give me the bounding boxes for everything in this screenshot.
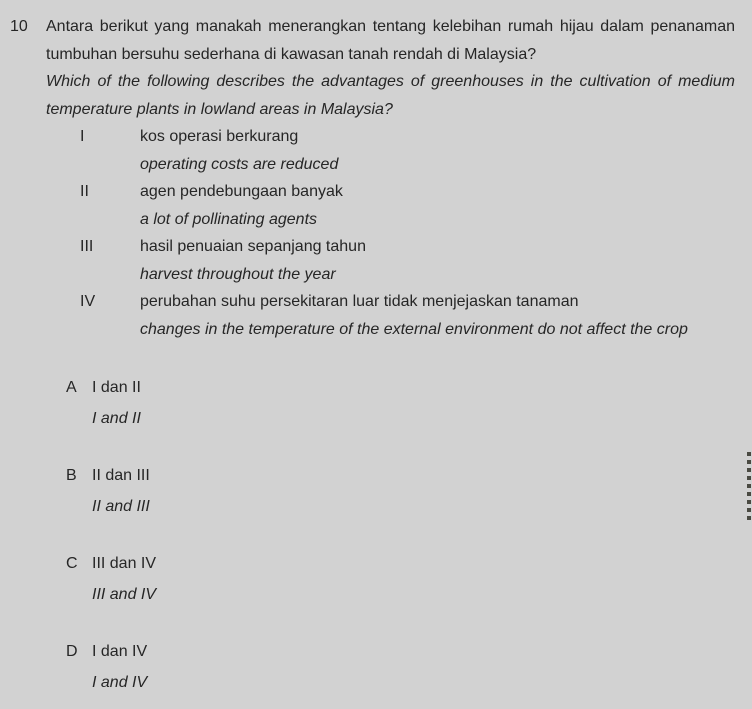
statement-numeral-2: II xyxy=(80,183,89,200)
option-b xyxy=(66,461,735,522)
question-block xyxy=(10,13,735,343)
option-a xyxy=(66,373,735,434)
option-b-text-english: II and III xyxy=(92,497,150,515)
option-c xyxy=(66,549,735,610)
statement-numeral-4: IV xyxy=(80,293,96,310)
option-a-text-malay: I dan II xyxy=(92,379,141,396)
answer-options xyxy=(66,373,735,698)
option-a-letter: A xyxy=(66,379,77,396)
statement-row-1 xyxy=(46,123,735,178)
statement-list xyxy=(46,123,735,343)
option-c-text-malay: III dan IV xyxy=(92,555,157,572)
question-text-english: Which of the following describes the advantages of greenhouses in the cultivation of medium temperature plants in lowland areas in Malaysia? xyxy=(46,73,735,118)
question-text-malay: Antara berikut yang manakah menerangkan tentang kelebihan rumah hijau dalam penanaman tumbuhan bersuhu sederhana di kawasan tanah rendah di Malaysia? xyxy=(46,18,735,63)
option-d-text-english: I and IV xyxy=(92,673,148,691)
option-d xyxy=(66,637,735,698)
option-b-letter: B xyxy=(66,467,77,484)
option-b-text-malay: II dan III xyxy=(92,467,150,484)
option-a-text-english: I and II xyxy=(92,409,141,427)
statement-row-3 xyxy=(46,233,735,288)
statement-4-text-english: changes in the temperature of the external environment do not affect the crop xyxy=(140,320,688,338)
page-edge-scan-artifact xyxy=(747,452,751,522)
option-c-text-english: III and IV xyxy=(92,585,157,603)
statement-3-text-malay: hasil penuaian sepanjang tahun xyxy=(140,238,366,255)
statement-numeral-3: III xyxy=(80,238,94,255)
question-number: 10 xyxy=(10,18,28,35)
statement-2-text-english: a lot of pollinating agents xyxy=(140,210,318,228)
statement-3-text-english: harvest throughout the year xyxy=(140,265,336,283)
option-d-text-malay: I dan IV xyxy=(92,643,148,660)
statement-1-text-english: operating costs are reduced xyxy=(140,155,339,173)
statement-row-2 xyxy=(46,178,735,233)
statement-row-4 xyxy=(46,288,735,343)
option-d-letter: D xyxy=(66,643,78,660)
statement-1-text-malay: kos operasi berkurang xyxy=(140,128,299,145)
statement-numeral-1: I xyxy=(80,128,85,145)
statement-4-text-malay: perubahan suhu persekitaran luar tidak menjejaskan tanaman xyxy=(140,293,579,310)
statement-2-text-malay: agen pendebungaan banyak xyxy=(140,183,343,200)
option-c-letter: C xyxy=(66,555,78,572)
